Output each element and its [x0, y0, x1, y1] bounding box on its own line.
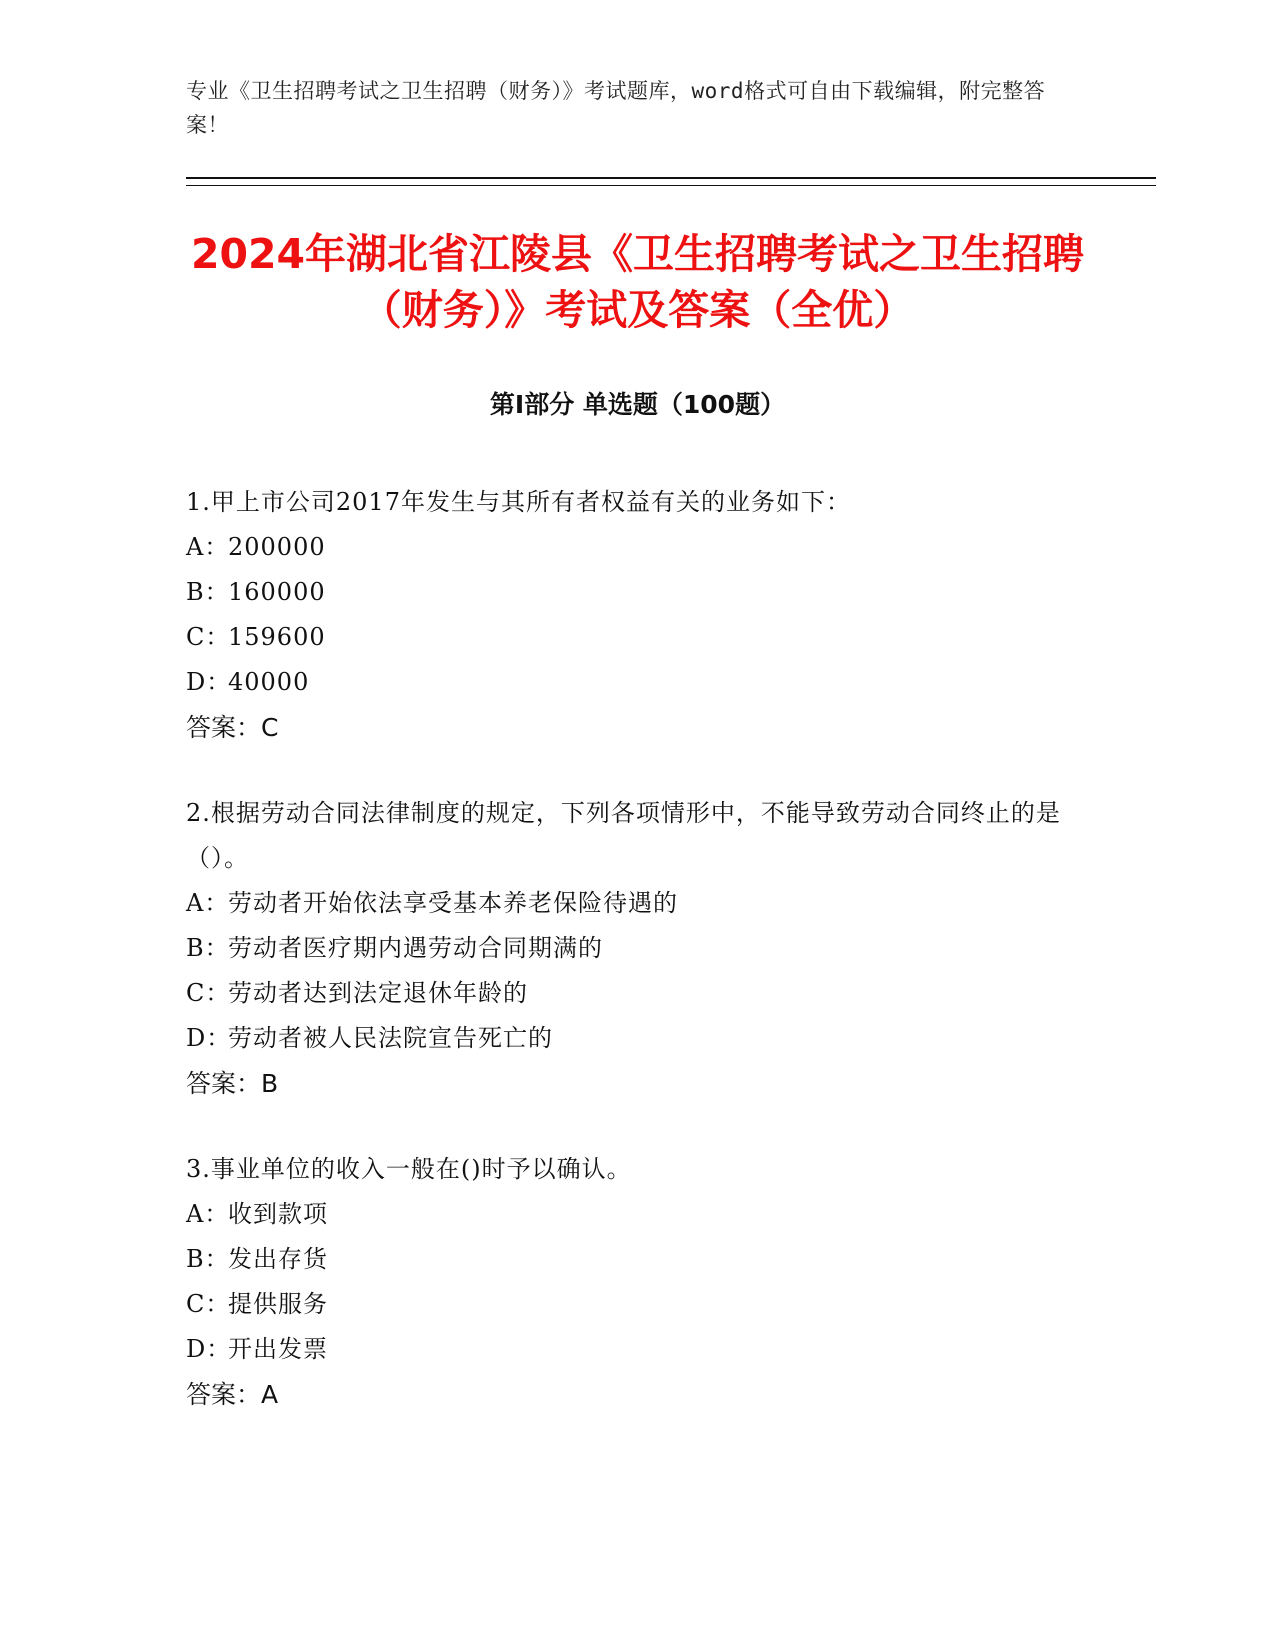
option-text: 159600	[228, 623, 326, 651]
option-b	[186, 926, 1086, 971]
option-d	[186, 1327, 1086, 1372]
option-letter: A：	[186, 533, 230, 561]
question-stem: 1.甲上市公司2017年发生与其所有者权益有关的业务如下：	[186, 488, 851, 516]
option-letter: B：	[186, 578, 230, 606]
option-text: 劳动者开始依法享受基本养老保险待遇的	[228, 889, 678, 917]
option-a	[186, 1192, 1086, 1237]
option-c	[186, 1282, 1086, 1327]
question-list	[186, 480, 1086, 1458]
option-text: 劳动者医疗期内遇劳动合同期满的	[228, 934, 603, 962]
answer-line: 答案：C	[186, 713, 279, 742]
answer-line: 答案：B	[186, 1069, 279, 1098]
option-letter: B：	[186, 934, 230, 962]
question-stem: 2.根据劳动合同法律制度的规定，下列各项情形中，不能导致劳动合同终止的是（）。	[186, 799, 1061, 872]
option-text: 开出发票	[228, 1335, 328, 1363]
option-letter: A：	[186, 889, 230, 917]
option-letter: C：	[186, 623, 231, 651]
option-text: 160000	[228, 578, 326, 606]
question-2	[186, 791, 1086, 1106]
option-letter: D：	[186, 1024, 232, 1052]
option-text: 发出存货	[228, 1245, 328, 1273]
option-letter: C：	[186, 1290, 231, 1318]
section-heading: 第I部分 单选题（100题）	[489, 390, 786, 419]
question-3	[186, 1147, 1086, 1417]
option-text: 劳动者达到法定退休年龄的	[228, 979, 528, 1007]
option-text: 收到款项	[228, 1200, 328, 1228]
option-text: 40000	[228, 668, 310, 696]
header-rule-thick	[186, 177, 1156, 179]
option-text: 提供服务	[228, 1290, 328, 1318]
option-b	[186, 570, 1086, 615]
option-d	[186, 660, 1086, 705]
document-title: 2024年湖北省江陵县《卫生招聘考试之卫生招聘（财务）》考试及答案（全优）	[190, 230, 1085, 334]
header-note: 专业《卫生招聘考试之卫生招聘（财务）》考试题库，word格式可自由下载编辑，附完整答案！	[186, 79, 1046, 137]
option-a	[186, 881, 1086, 926]
header-rule-thin	[186, 185, 1156, 186]
option-letter: D：	[186, 668, 232, 696]
option-letter: D：	[186, 1335, 232, 1363]
option-text: 劳动者被人民法院宣告死亡的	[228, 1024, 553, 1052]
option-b	[186, 1237, 1086, 1282]
option-d	[186, 1016, 1086, 1061]
option-letter: B：	[186, 1245, 230, 1273]
question-1	[186, 480, 1086, 750]
option-text: 200000	[228, 533, 326, 561]
option-a	[186, 525, 1086, 570]
option-letter: A：	[186, 1200, 230, 1228]
question-stem: 3.事业单位的收入一般在()时予以确认。	[186, 1155, 632, 1183]
answer-line: 答案：A	[186, 1380, 279, 1409]
option-letter: C：	[186, 979, 231, 1007]
option-c	[186, 971, 1086, 1016]
option-c	[186, 615, 1086, 660]
